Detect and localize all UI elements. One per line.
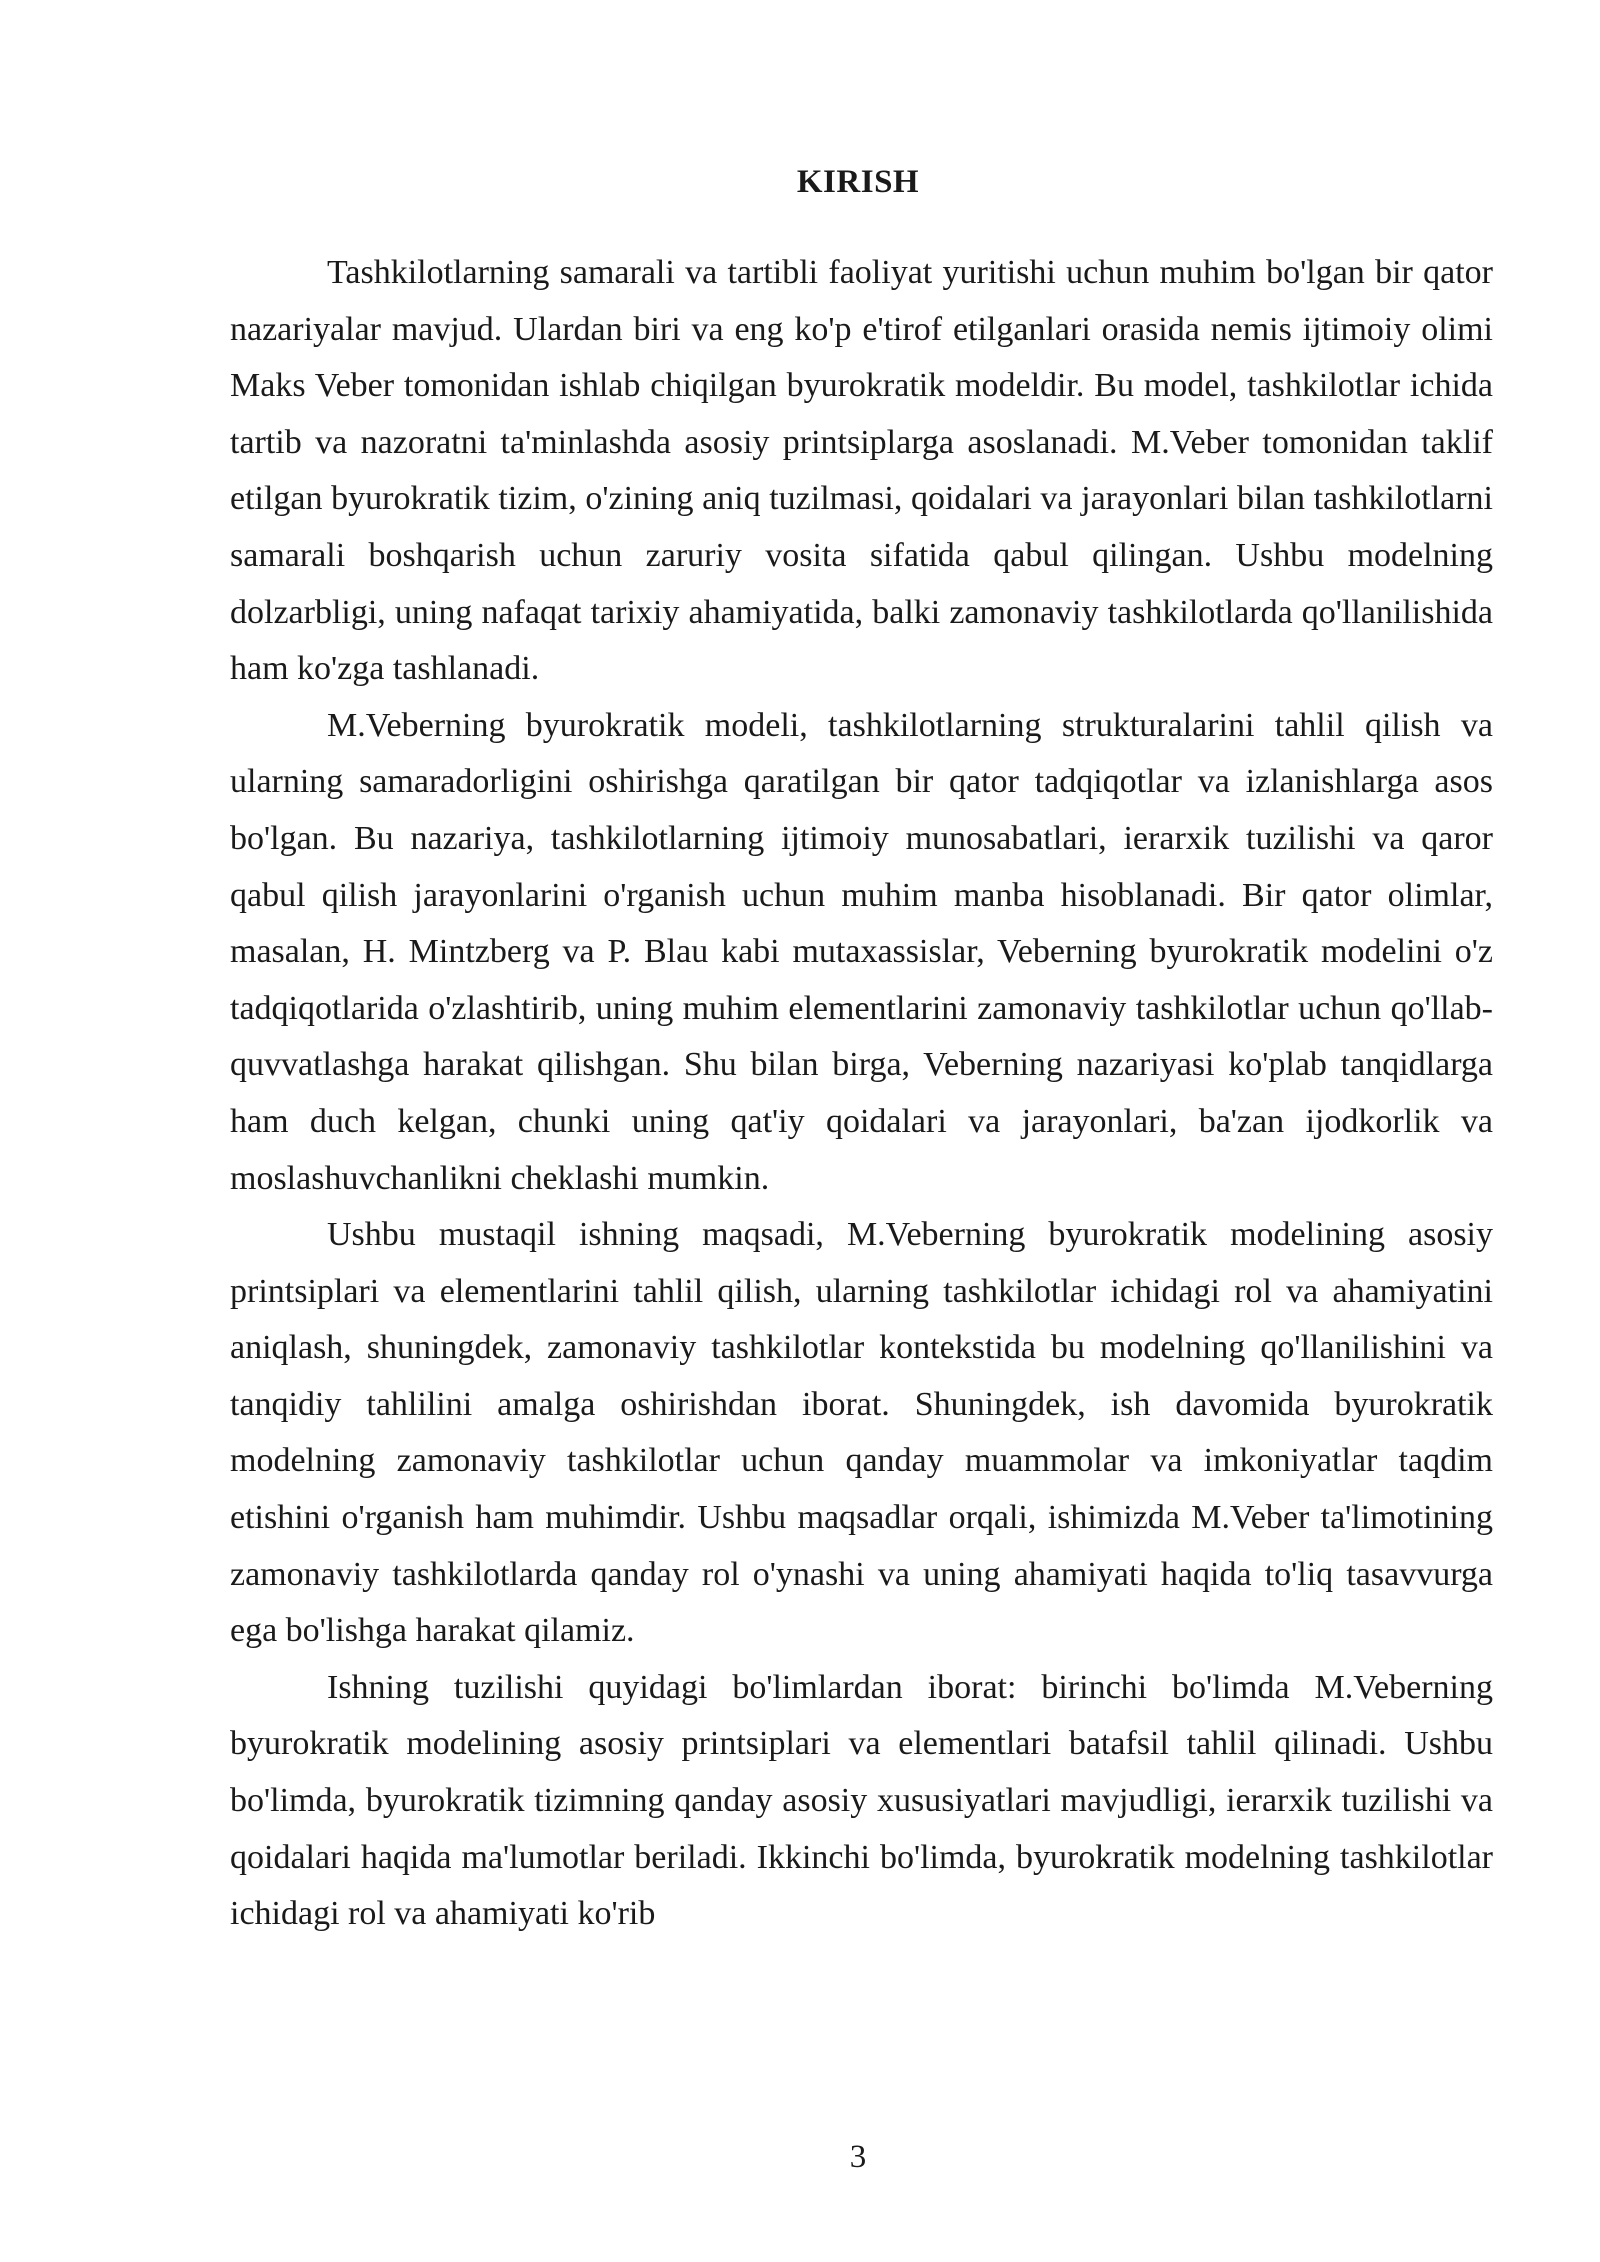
paragraph-4: Ishning tuzilishi quyidagi bo'limlardan iborat: birinchi bo'limda M.Veberning byurokratik modelining asosiy printsiplari va elementlari batafsil tahlil qilinadi. Ushbu bo'limda, byurokratik tizimning qanday asosiy xususiyatlari mavjudligi, ierarxik tuzilishi va qoidalari haqida ma'lumotlar beriladi. Ikkinchi bo'limda, byurokratik modelning tashkilotlar ichidagi rol va ahamiyati ko'rib	[230, 1668, 1493, 1933]
page-title: KIRISH	[796, 164, 920, 200]
page-number: 3	[849, 2139, 867, 2175]
body-text	[230, 245, 1493, 1943]
paragraph-2: M.Veberning byurokratik modeli, tashkilotlarning strukturalarini tahlil qilish va ularning samaradorligini oshirishga qaratilgan bir qator tadqiqotlar va izlanishlarga asos bo'lgan. Bu nazariya, tashkilotlarning ijtimoiy munosabatlari, ierarxik tuzilishi va qaror qabul qilish jarayonlarini o'rganish uchun muhim manba hisoblanadi. Bir qator olimlar, masalan, H. Mintzberg va P. Blau kabi mutaxassislar, Veberning byurokratik modelini o'z tadqiqotlarida o'zlashtirib, uning muhim elementlarini zamonaviy tashkilotlar uchun qo'llab-quvvatlashga harakat qilishgan. Shu bilan birga, Veberning nazariyasi ko'plab tanqidlarga ham duch kelgan, chunki uning qat'iy qoidalari va jarayonlari, ba'zan ijodkorlik va moslashuvchanlikni cheklashi mumkin.	[230, 706, 1493, 1197]
paragraph-3: Ushbu mustaqil ishning maqsadi, M.Veberning byurokratik modelining asosiy printsiplari va elementlarini tahlil qilish, ularning tashkilotlar ichidagi rol va ahamiyatini aniqlash, shuningdek, zamonaviy tashkilotlar kontekstida bu modelning qo'llanilishini va tanqidiy tahlilini amalga oshirishdan iborat. Shuningdek, ish davomida byurokratik modelning zamonaviy tashkilotlar uchun qanday muammolar va imkoniyatlar taqdim etishini o'rganish ham muhimdir. Ushbu maqsadlar orqali, ishimizda M.Veber ta'limotining zamonaviy tashkilotlarda qanday rol o'ynashi va uning ahamiyati haqida to'liq tasavvurga ega bo'lishga harakat qilamiz.	[230, 1216, 1493, 1650]
paragraph-1: Tashkilotlarning samarali va tartibli faoliyat yuritishi uchun muhim bo'lgan bir qator nazariyalar mavjud. Ulardan biri va eng ko'p e'tirof etilganlari orasida nemis ijtimoiy olimi Maks Veber tomonidan ishlab chiqilgan byurokratik modeldir. Bu model, tashkilotlar ichida tartib va nazoratni ta'minlashda asosiy printsiplarga asoslanadi. M.Veber tomonidan taklif etilgan byurokratik tizim, o'zining aniq tuzilmasi, qoidalari va jarayonlari bilan tashkilotlarni samarali boshqarish uchun zaruriy vosita sifatida qabul qilingan. Ushbu modelning dolzarbligi, uning nafaqat tarixiy ahamiyatida, balki zamonaviy tashkilotlarda qo'llanilishida ham ko'zga tashlanadi.	[230, 254, 1493, 688]
